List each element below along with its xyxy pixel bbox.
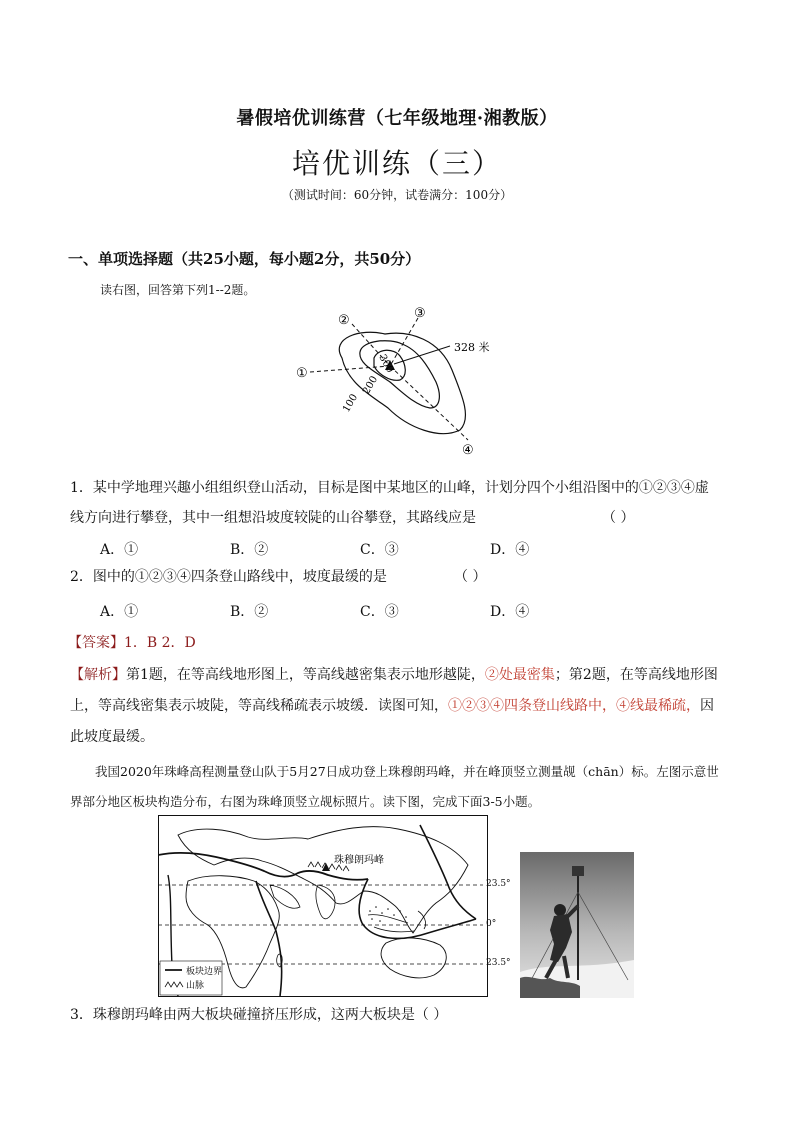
q1-option-c: C．③	[360, 542, 399, 558]
exam-info: （测试时间：60分钟，试卷满分：100分）	[281, 188, 513, 202]
q1-option-d: D．④	[490, 542, 530, 558]
answer-label: 【答案】	[68, 635, 124, 651]
answer-text: 1．B 2．D	[124, 635, 196, 651]
question-2-answer-blank: （ ）	[454, 569, 487, 585]
route-label-1: ①	[296, 366, 308, 381]
peak-leader-line	[394, 346, 450, 364]
analysis-label: 【解析】	[70, 667, 126, 683]
q2-option-b: B．②	[230, 604, 269, 620]
section-heading: 一、单项选择题（共25小题，每小题2分，共50分）	[68, 250, 421, 268]
question-1-line-2: 线方向进行攀登，其中一组想沿坡度较陡的山谷攀登，其路线应是 （ ）	[70, 503, 730, 533]
route-label-3: ③	[414, 306, 426, 321]
analysis-part-3: 因此坡度最缓。	[70, 698, 714, 745]
photo-marker-top	[572, 866, 584, 876]
route-label-2: ②	[338, 313, 350, 328]
question-2	[70, 562, 730, 592]
legend-plate-boundary-label: 板块边界	[186, 967, 223, 977]
analysis-part-1: 第1题，在等高线地形图上，等高线越密集表示地形越陡，	[126, 667, 485, 683]
question-2-options	[100, 601, 620, 621]
q2-option-a: A．①	[100, 604, 139, 620]
contour-label-300: 300	[376, 352, 396, 375]
everest-label: 珠穆朗玛峰	[334, 855, 384, 866]
lat-label-north: 23.5°	[486, 879, 511, 889]
section-intro: 读右图，回答第下列1--2题。	[100, 283, 256, 297]
everest-summit-photo	[520, 852, 634, 998]
question-2-text: 2．图中的①②③④四条登山路线中，坡度最缓的是	[70, 569, 387, 585]
answer-block	[68, 632, 196, 652]
analysis-block	[70, 660, 725, 753]
passage-text: 我国2020年珠峰高程测量登山队于5月27日成功登上珠穆朗玛峰，并在峰顶竖立测量觇（chān）标。左图示意世界部分地区板块构造分布，右图为珠峰顶竖立觇标照片。读下图，完成下面3-5小题。	[70, 764, 719, 809]
contour-label-200: 200	[361, 374, 381, 397]
question-1	[70, 473, 730, 533]
question-3: 3．珠穆朗玛峰由两大板块碰撞挤压形成，这两大板块是（ ）	[70, 1007, 448, 1023]
contour-map	[290, 300, 510, 460]
analysis-highlight-2: ①②③④四条登山线路中，④线最稀疏，	[448, 698, 700, 714]
q1-option-a: A．①	[100, 542, 139, 558]
lat-label-south: 23.5°	[486, 958, 511, 968]
contour-label-100: 100	[341, 392, 361, 415]
series-title: 暑假培优训练营（七年级地理·湘教版）	[236, 108, 558, 129]
q2-option-c: C．③	[360, 604, 399, 620]
route-label-4: ④	[462, 443, 474, 458]
route-3-line	[390, 318, 418, 366]
route-4-line	[390, 366, 468, 440]
analysis-part-2: ；第2题，在等高线地形图上，等高线密集表示坡陡，等高线稀疏表示坡缓．读图可知，	[70, 667, 718, 714]
question-1-line-1: 1．某中学地理兴趣小组组织登山活动，目标是图中某地区的山峰，计划分四个小组沿图中的①②③④虚	[70, 480, 709, 496]
legend-mountain-label: 山脉	[186, 981, 205, 991]
q2-option-d: D．④	[490, 604, 530, 620]
question-1-options	[100, 539, 620, 559]
analysis-highlight-1: ②处最密集	[484, 667, 555, 683]
lat-label-equator: 0°	[486, 919, 497, 929]
peak-label: 328 米	[454, 341, 490, 354]
plate-map	[158, 815, 488, 997]
paper-title: 培优训练（三）	[291, 147, 502, 180]
q1-option-b: B．②	[230, 542, 269, 558]
contour-200	[360, 341, 440, 408]
question-1-answer-blank: （ ）	[602, 510, 635, 526]
